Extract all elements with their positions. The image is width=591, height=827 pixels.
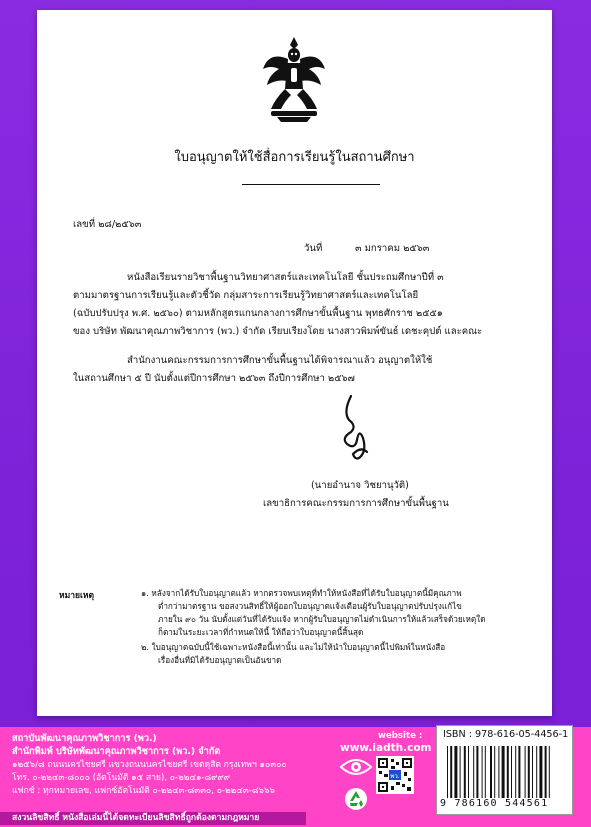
date-value: ๓ มกราคม ๒๕๖๓ <box>355 243 430 254</box>
qr-label: พว. <box>390 773 400 780</box>
note-line: ต่ำกว่ามาตรฐาน ขอสงวนสิทธิ์ให้ผู้ออกใบอนุญาตแจ้งเตือนผู้รับใบอนุญาตปรับปรุงแก้ไข <box>158 601 462 611</box>
note-line: เรื่องอื่นที่มิได้รับอนุญาตเป็นอันขาด <box>158 655 282 665</box>
date-label: วันที่ <box>304 243 323 254</box>
note-line: ๑. หลังจากได้รับใบอนุญาตแล้ว หากตรวจพบเหตุที่ทำให้หนังสือที่ได้รับใบอนุญาตนี้มีคุณภาพ <box>141 588 462 598</box>
website-label: website : <box>378 731 423 741</box>
barcode-icon <box>443 746 565 798</box>
publisher-phone: โทร. ๐-๒๒๔๓-๘๐๐๐ (อัตโนมัติ ๑๕ สาย), ๐-๒๒๔๑-๘๙๙๙ <box>12 773 231 783</box>
org-name: สถาบันพัฒนาคุณภาพวิชาการ (พว.) <box>12 733 157 744</box>
isbn-barcode-box <box>436 725 573 815</box>
signer-title: เลขาธิการคณะกรรมการการศึกษาขั้นพื้นฐาน <box>263 498 449 509</box>
copyright-notice: สงวนลิขสิทธิ์ หนังสือเล่มนี้ได้จดทะเบียนลิขสิทธิ์ถูกต้องตามกฎหมาย <box>0 812 306 825</box>
website-link[interactable]: www.iadth.com <box>340 742 432 754</box>
signer-name: (นายอำนาจ วิชยานุวัติ) <box>311 480 409 491</box>
document-title: ใบอนุญาตให้ใช้สื่อการเรียนรู้ในสถานศึกษา <box>174 150 415 165</box>
paragraph1-line: ของ บริษัท พัฒนาคุณภาพวิชาการ (พว.) จำกัด เรียบเรียงโดย นางสาวพิมพ์ขันธ์ เดชะคุปต์ และคณะ <box>73 326 483 337</box>
paragraph1-line: (ฉบับปรับปรุง พ.ศ. ๒๕๖๐) ตามหลักสูตรแกนกลางการศึกษาขั้นพื้นฐาน พุทธศักราช ๒๕๕๑ <box>73 308 443 319</box>
garuda-emblem-icon <box>261 35 327 123</box>
publisher-fax: แฟกซ์ : ทุกหมายเลข, แฟกซ์อัตโนมัติ ๐-๒๒๔๓-๘๓๓๐, ๐-๒๒๔๓-๘๖๖๖ <box>12 786 275 796</box>
barcode-digits: 9 786160 544561 <box>440 798 549 809</box>
paragraph1-line: ตามมาตรฐานการเรียนรู้และตัวชี้วัด กลุ่มสาระการเรียนรู้วิทยาศาสตร์และเทคโนโลยี <box>73 290 419 301</box>
eye-logo-icon <box>339 755 373 779</box>
document-number: เลขที่ ๒๘/๒๕๖๓ <box>73 219 142 230</box>
signature-mark <box>337 392 377 462</box>
recycle-icon <box>344 787 368 811</box>
notes-label: หมายเหตุ <box>59 591 94 601</box>
note-line: ก็ตามในระยะเวลาที่กำหนดให้นี้ ให้ถือว่าใบอนุญาตนี้สิ้นสุด <box>158 627 364 637</box>
qr-code-icon <box>376 756 414 794</box>
note-line: ภายใน ๙๐ วัน นับตั้งแต่วันที่ได้รับแจ้ง หากผู้รับใบอนุญาตไม่ดำเนินการให้แล้วเสร็จด้วยเหตุใด <box>158 614 486 624</box>
paragraph1-line: หนังสือเรียนรายวิชาพื้นฐานวิทยาศาสตร์และเทคโนโลยี ชั้นประถมศึกษาปีที่ ๓ <box>127 272 444 283</box>
publisher-name: สำนักพิมพ์ บริษัทพัฒนาคุณภาพวิชาการ (พว.) จำกัด <box>12 746 221 757</box>
paragraph2-line: สำนักงานคณะกรรมการการศึกษาขั้นพื้นฐานได้พิจารณาแล้ว อนุญาตให้ใช้ <box>127 355 433 366</box>
title-underline <box>242 184 380 185</box>
license-document <box>37 10 552 716</box>
paragraph2-line: ในสถานศึกษา ๕ ปี นับตั้งแต่ปีการศึกษา ๒๕๖๓ ถึงปีการศึกษา ๒๕๖๗ <box>73 373 355 384</box>
publisher-address: ๑๒๕๖/๘ ถนนนครไชยศรี แขวงถนนนครไชยศรี เขตดุสิต กรุงเทพฯ ๑๐๓๐๐ <box>12 760 287 770</box>
note-line: ๒. ใบอนุญาตฉบับนี้ใช้เฉพาะหนังสือนี้เท่านั้น และไม่ให้นำใบอนุญาตนี้ไปพิมพ์ในหนังสือ <box>141 642 446 652</box>
isbn-number: ISBN : 978-616-05-4456-1 <box>443 729 569 740</box>
